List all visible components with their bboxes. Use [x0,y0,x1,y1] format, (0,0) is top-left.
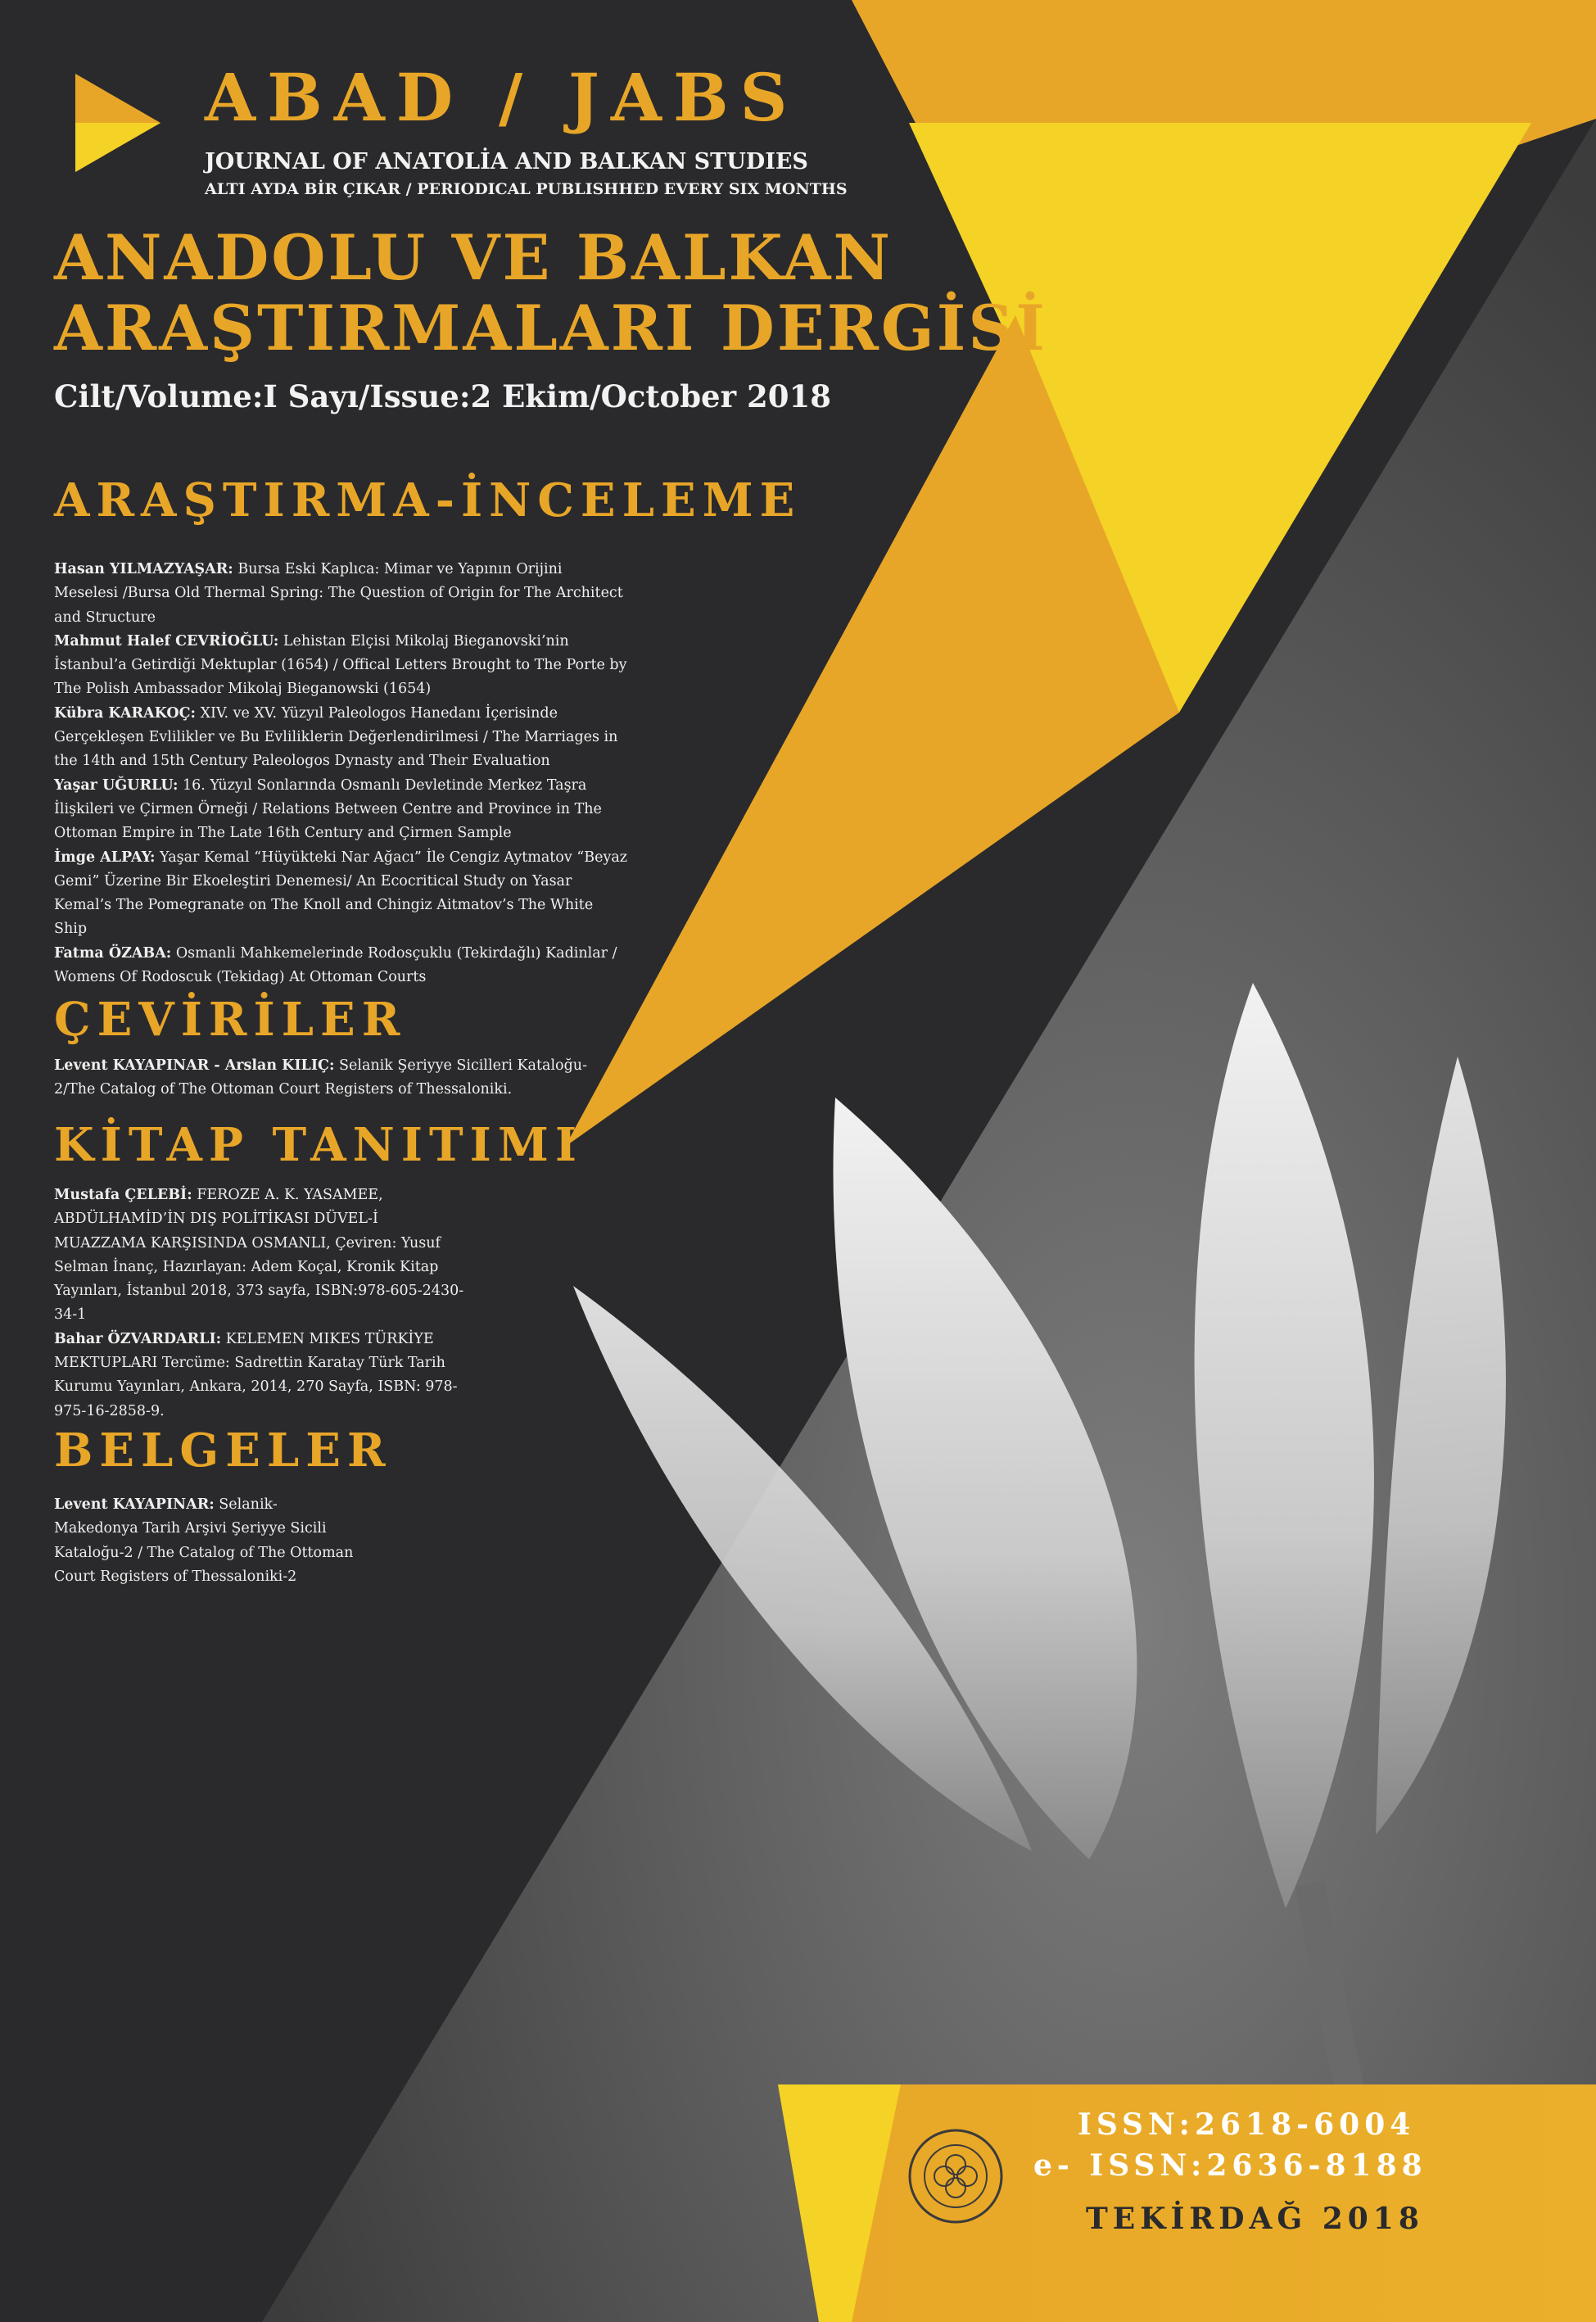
main-title-line2: ARAŞTIRMALARI DERGİSİ [54,292,1047,364]
entry-research-5: İmge ALPAY: Yaşar Kemal “Hüyükteki Nar Ağacı” İle Cengiz Aytmatov “Beyaz Gemi” Üzerine Bir Ekoeleştiri Denemesi/ An Ecocritical Study on Yasar Kemal’s The Pomegranate on The Knoll and Chingiz Aitmatov’s The White Ship [54,849,627,938]
entry-research-3: Kübra KARAKOÇ: XIV. ve XV. Yüzyıl Paleologos Hanedanı İçerisinde Gerçekleşen Evlilikler ve Bu Evliliklerin Değerlendirilmesi / The Marriages in the 14th and 15th Century Paleologos Dynasty and Their Evaluation [54,704,618,770]
entry-translation-1: Levent KAYAPINAR - Arslan KILIÇ: Selanik Şeriyye Sicilleri Kataloğu-2/The Catalog of The Ottoman Court Registers of Thessaloniki. [54,1057,587,1098]
main-title-line1: ANADOLU VE BALKAN [54,221,893,294]
section-heading-book-review: KİTAP TANITIMI [54,1118,584,1172]
translation-entries [54,1054,611,1102]
main-title [54,223,1047,364]
section-heading-translations: ÇEVİRİLER [54,993,407,1047]
entry-research-2: Mahmut Halef CEVRİOĞLU: Lehistan Elçisi Mikolaj Bieganovski’nin İstanbul’a Getirdiği Mektuplar (1654) / Offical Letters Brought to The Porte by The Polish Ambassador Mikolaj Bieganowski (1654) [54,632,627,698]
place-year: TEKİRDAĞ 2018 [1086,2202,1424,2236]
eissn-number: e- ISSN:2636-8188 [1033,2148,1427,2183]
book-review-entries [54,1184,468,1424]
entry-research-6: Fatma ÖZABA: Osmanli Mahkemelerinde Rodosçuklu (Tekirdağlı) Kadinlar / Womens Of Rodoscuk (Tekidag) At Ottoman Courts [54,944,617,986]
publication-frequency: ALTI AYDA BİR ÇIKAR / PERIODICAL PUBLISHHED EVERY SIX MONTHS [205,180,848,198]
entry-research-4: Yaşar UĞURLU: 16. Yüzyıl Sonlarında Osmanlı Devletinde Merkez Taşra İlişkileri ve Çirmen Örneği / Relations Between Centre and Province in The Ottoman Empire in The Late 16th Century and Çirmen Sample [54,776,602,842]
research-entries [54,558,627,989]
entry-research-1: Hasan YILMAZYAŞAR: Bursa Eski Kaplıca: Mimar ve Yapının Orijini Meselesi /Bursa Old Thermal Spring: The Question of Origin for The Architect and Structure [54,561,623,626]
journal-subtitle: JOURNAL OF ANATOLİA AND BALKAN STUDIES [205,149,808,174]
section-heading-research: ARAŞTIRMA-İNCELEME [54,473,802,527]
section-heading-documents: BELGELER [54,1424,392,1478]
entry-book-review-1: Mustafa ÇELEBİ: FEROZE A. K. YASAMEE, ABDÜLHAMİD’İN DIŞ POLİTİKASI DÜVEL-İ MUAZZAMA KARŞISINDA OSMANLI, Çeviren: Yusuf Selman İnanç, Hazırlayan: Adem Koçal, Kronik Kitap Yayınları, İstanbul 2018, 373 sayfa, ISBN:978-605-2430-34-1 [54,1187,464,1324]
entry-book-review-2: Bahar ÖZVARDARLI: KELEMEN MIKES TÜRKİYE MEKTUPLARI Tercüme: Sadrettin Karatay Türk Tarih Kurumu Yayınları, Ankara, 2014, 270 Sayfa, ISBN: 978-975-16-2858-9. [54,1330,458,1419]
brand-title: ABAD / JABS [205,59,799,136]
university-seal-icon [907,2128,1004,2225]
issn-number: ISSN:2618-6004 [1078,2107,1416,2142]
entry-document-1: Levent KAYAPINAR: Selanik-Makedonya Tarih Arşivi Şeriyye Sicili Kataloğu-2 / The Catalog of The Ottoman Court Registers of Thessaloniki-2 [54,1496,354,1585]
document-entries [54,1493,357,1589]
volume-info: Cilt/Volume:I Sayı/Issue:2 Ekim/October 2018 [54,378,831,414]
